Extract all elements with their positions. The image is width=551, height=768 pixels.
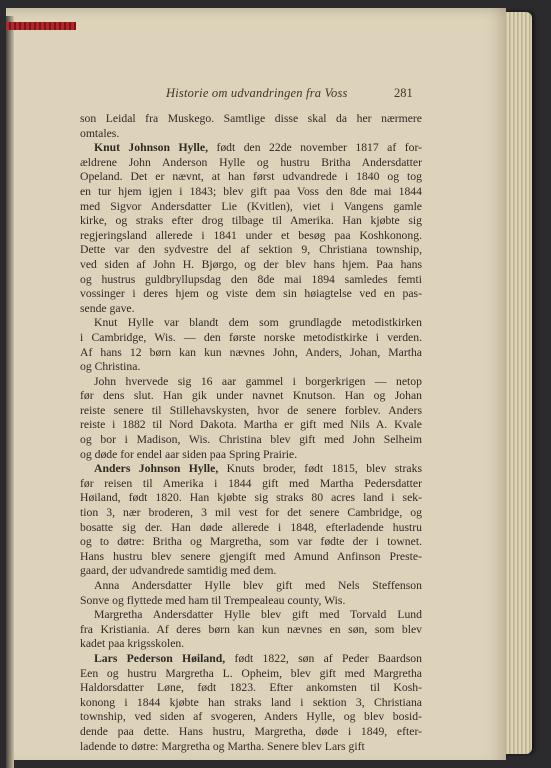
text-line: Dette var den sydvestre del af sektion 9, Christiana township, [80,243,422,257]
text-line: Haldorsdatter Løne, født 1823. Efter ankomsten til Kosh- [80,681,422,695]
text-line: Af hans 12 børn kan kun nævnes John, Anders, Johan, Martha [80,345,422,359]
text-line: vossinger i deres hjem og viste dem sin høiagtelse ved en pas- [80,287,422,301]
paragraph [80,141,422,316]
text-line: Knut Hylle var blandt dem som grundlagde metodistkirken [94,316,422,330]
text-line: Sonve og flyttede med ham til Trempealeau county, Wis. [80,593,346,607]
paragraph [80,316,422,374]
person-name: Lars Pederson Høiland, [94,651,226,665]
text-line: bosatte sig der. Han døde allerede i 1848, efterladende hustru [80,520,422,534]
red-bookmark-ribbon [6,22,76,30]
text-line: omtales. [80,126,120,140]
text-line: ved siden af John H. Bjørgo, og der blev hans hjem. Paa hans [80,257,422,271]
text-line: ældrene John Anderson Hylle og hustru Britha Andersdatter [80,155,422,169]
text-line [80,652,422,667]
text-line: med Sigvor Andersdatter Lie (Kvitlen), viet i Vangens gamle [80,199,422,213]
text-line: ladende to døtre: Margretha og Martha. Senere blev Lars gift [80,739,365,753]
text-line: før dens slut. Han gik under navnet Knutson. Han og Johan [80,389,422,403]
text-line [80,141,422,156]
text-line: og døde for endel aar siden paa Spring Prairie. [80,447,298,461]
text-line: gaard, der udvandrede samtidig med dem. [80,564,277,578]
text-line: Opeland. Det er nævnt, at han først udvandrede i 1840 og tog [80,170,422,184]
person-name: Anders Johnson Hylle, [94,462,219,476]
text-line: Anna Andersdatter Hylle blev gift med Nels Steffenson [94,579,422,592]
line-text: født den 22de november 1817 af for- [208,141,422,155]
text-line: regjeringsland allerede i 1841 under et besøg paa Koshkonong. [80,228,422,242]
person-name: Knut Johnson Hylle, [94,141,208,155]
paragraph [80,579,422,608]
page-number: 281 [394,86,413,100]
text-line: reiste i 1882 til Nord Dakota. Martha er gift med Nils A. Kvale [80,418,422,432]
text-line: sende gave. [80,301,135,315]
text-line: Hans hustru blev senere gjengift med Amund Anfinson Preste- [80,549,422,563]
binding-edge [6,16,14,768]
text-line: og Christina. [80,360,141,374]
paragraph [80,652,422,754]
paragraph [80,112,422,141]
text-line: i Cambridge, Wis. — den første norske metodistkirke i verden. [80,330,422,344]
text-line: konong i 1844 kjøbte han straks land i sektion 3, Christiana [80,695,422,709]
body-text [80,112,422,754]
paragraph [80,375,422,463]
text-line: township, ved siden af svogeren, Anders Hylle, og blev bosid- [80,710,422,724]
book-page [6,8,506,760]
text-line: kirke, og straks efter drog tilbage til Amerika. Han kjøbte sig [80,214,422,228]
paragraph [80,608,422,652]
paragraph [80,462,422,579]
text-line: og hustrus guldbryllupsdag den 8de mai 1894 samledes femti [80,272,422,286]
text-line [80,462,422,477]
running-title: Historie om udvandringen fra Voss [166,86,348,100]
text-line: fra Kristiania. Af deres børn kan kun nævnes en søn, som blev [80,622,422,636]
text-line: en tur hjem igjen i 1843; blev gift paa Voss den 8de mai 1844 [80,184,422,198]
text-line: tion 3, nær broderen, 3 mil vest for det senere Cambridge, og [80,506,422,520]
text-line: son Leidal fra Muskego. Samtlige disse skal da her nærmere [80,112,422,125]
text-line: og bor i Madison, Wis. Christina blev gift med John Selheim [80,433,422,447]
text-line: Høiland, født 1820. Han kjøbte sig straks 80 acres land i sek- [80,491,422,505]
text-line: og to døtre: Britha og Margretha, som var fødte der i townet. [80,535,422,549]
line-text: Knuts broder, født 1815, blev straks [218,462,422,476]
page-header [6,86,506,102]
text-line: Een og hustru Margretha L. Opheim, blev gift med Margretha [80,666,422,680]
text-line: kadet paa krigsskolen. [80,637,185,651]
line-text: født 1822, søn af Peder Baardson [225,651,422,665]
text-line: John hvervede sig 16 aar gammel i borgerkrigen — netop [94,374,422,388]
text-line: reiste senere til Stillehavskysten, hvor de senere forblev. Anders [80,403,422,417]
text-line: før reisen til Amerika i 1844 gift med Martha Pedersdatter [80,476,422,490]
text-line: Margretha Andersdatter Hylle blev gift med Torvald Lund [94,608,422,622]
text-line: dende paa dette. Hans hustru, Margretha, døde i 1849, efter- [80,724,422,738]
